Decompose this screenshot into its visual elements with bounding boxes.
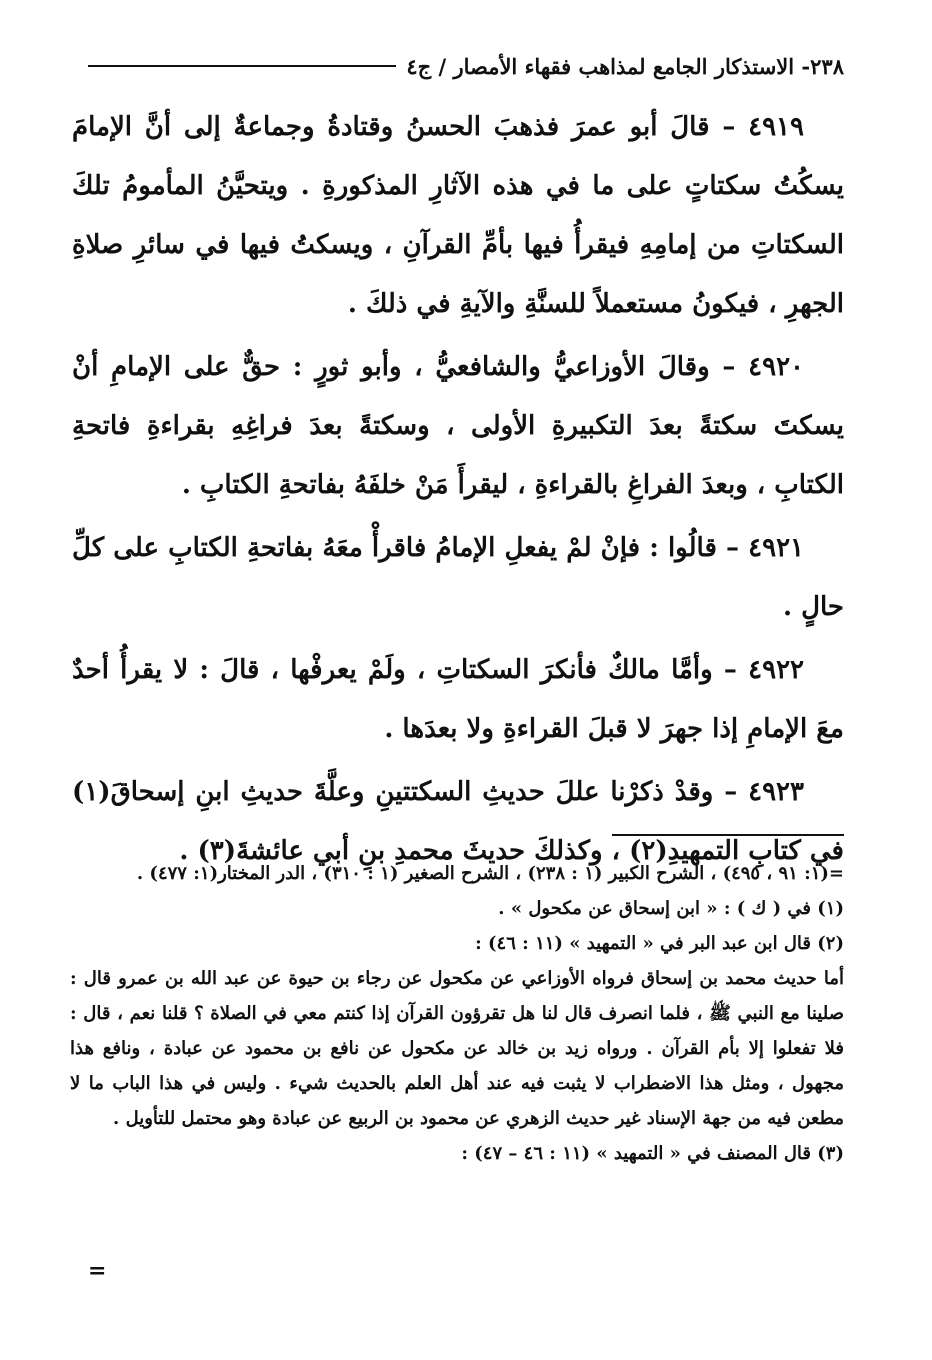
paragraph-4921 <box>72 519 844 637</box>
paragraph-number: ٤٩٢٣ <box>748 777 804 807</box>
paragraph-4920 <box>72 338 844 515</box>
footnote-1: (١) في ( ك ) : « ابن إسحاق عن مكحول » . <box>498 898 844 919</box>
running-header <box>88 48 844 84</box>
paragraph-text: – قالَ أبو عمرَ فذهبَ الحسنُ وقتادةُ وجماعةٌ إلى أنَّ الإمامَ يسكُتُ سكتاتٍ على ما في هذه الآثارِ المذكورةِ . ويتحيَّنُ المأمومُ تلكَ السكتاتِ من إمامِهِ فيقرأُ فيها بأمِّ القرآنِ ، ويسكتُ فيها في سائرِ صلاةِ الجهرِ ، فيكونُ مستعملاً للسنَّةِ والآيةِ في ذلكَ . <box>72 112 844 319</box>
header-rule <box>88 65 396 67</box>
footnote-3: (٣) قال المصنف في « التمهيد » (١١ : ٤٦ – ٤٧) : <box>461 1143 844 1164</box>
paragraph-text: – قالُوا : فإنْ لمْ يفعلِ الإمامُ فاقرأْ معَهُ بفاتحةِ الكتابِ على كلِّ حالٍ . <box>72 533 844 622</box>
footnote-2-body: أما حديث محمد بن إسحاق فرواه الأوزاعي عن مكحول عن رجاء بن حيوة عن عبد الله بن عمرو قال : صلينا مع النبي ﷺ ، فلما انصرف قال لنا هل تقرؤون القرآن إذا كنتم معي في الصلاة ؟ قلنا نعم ، قال : فلا تفعلوا إلا بأم القرآن . ورواه زيد بن خالد عن مكحول عن نافع بن محمود عن عبادة ، ونافع هذا مجهول ، ومثل هذا الاضطراب لا يثبت فيه عند أهل العلم بالحديث شيء . وليس في هذا الباب ما لا مطعن فيه من جهة الإسناد غير حديث الزهري عن محمود بن الربيع عن عبادة وهو محتمل للتأويل . <box>70 968 844 1129</box>
paragraph-text: – وقالَ الأوزاعيُّ والشافعيُّ ، وأبو ثورٍ : حقٌّ على الإمامِ أنْ يسكتَ سكتةً بعدَ التكبيرةِ الأولى ، وسكتةً بعدَ فراغِهِ بقراءةِ فاتحةِ الكتابِ ، وبعدَ الفراغِ بالقراءةِ ، ليقرأَ مَنْ خلفَهُ بفاتحةِ الكتابِ . <box>72 352 844 500</box>
paragraph-number: ٤٩١٩ <box>748 112 804 142</box>
footnote-2-intro: (٢) قال ابن عبد البر في « التمهيد » (١١ : ٤٦) : <box>475 933 844 954</box>
paragraph-text: – وقدْ ذكرْنا عللَ حديثِ السكتتينِ وعلَّةَ حديثِ ابنِ إسحاقَ(١) في كتابِ التمهيدِ(٢) ، وكذلكَ حديثَ محمدِ بنِ أبي عائشةَ(٣) . <box>72 777 844 866</box>
paragraph-number: ٤٩٢٢ <box>748 655 804 685</box>
main-text <box>72 98 844 885</box>
header-title: ٢٣٨- الاستذكار الجامع لمذاهب فقهاء الأمصار / ج٤ <box>406 53 844 79</box>
paragraph-text: – وأمَّا مالكٌ فأنكرَ السكتاتِ ، ولَمْ يعرفْها ، قالَ : لا يقرأُ أحدٌ معَ الإمامِ إذا جهرَ لا قبلَ القراءةِ ولا بعدَها . <box>72 655 844 744</box>
paragraph-4919 <box>72 98 844 334</box>
continuation-mark: = <box>88 1258 107 1284</box>
footnotes <box>70 856 844 1171</box>
paragraph-number: ٤٩٢٠ <box>748 352 804 382</box>
footnote-carryover: =(١: ٩١ ، ٤٩٥) ، الشرح الكبير (١ : ٢٣٨) ، الشرح الصغير (١ : ٣١٠) ، الدر المختار(١: ٤٧٧) . <box>136 863 844 884</box>
paragraph-4922 <box>72 641 844 759</box>
paragraph-number: ٤٩٢١ <box>748 533 804 563</box>
footnote-divider <box>612 834 844 836</box>
